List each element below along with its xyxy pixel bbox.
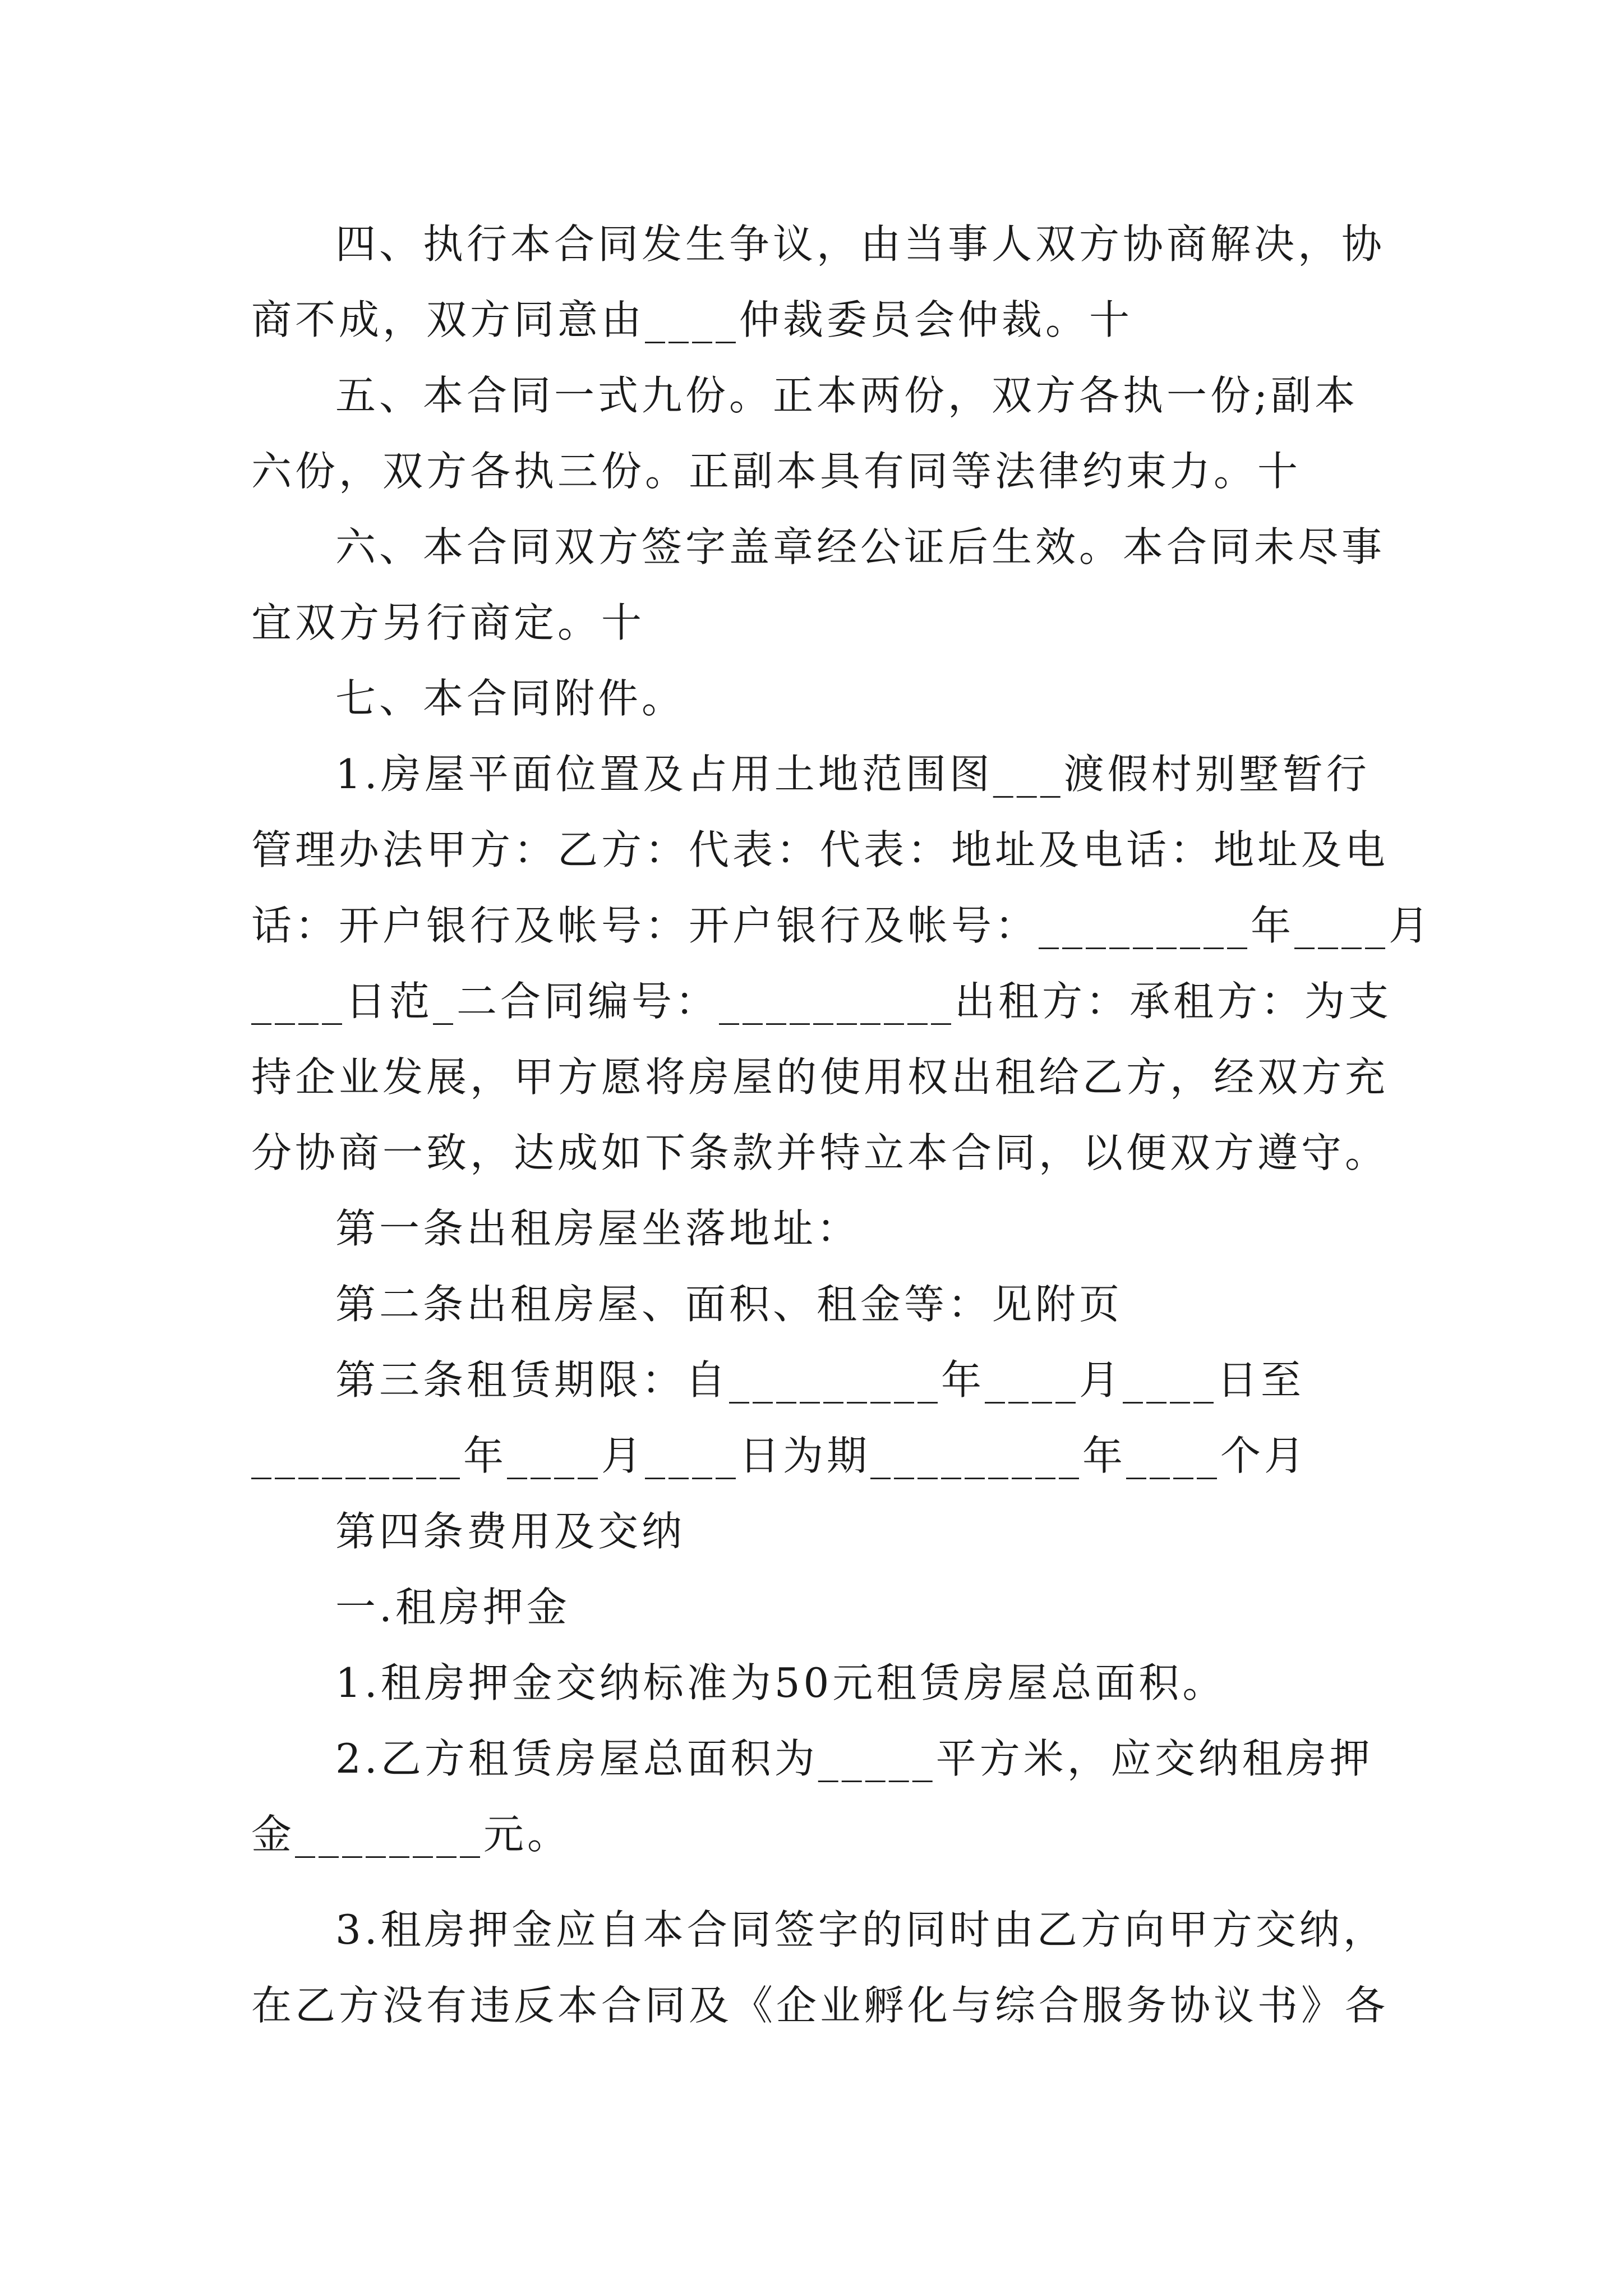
section-heading: 第二条出租房屋、面积、租金等：见附页 xyxy=(335,1281,1123,1328)
text-line: 四、执行本合同发生争议，由当事人双方协商解决，协 xyxy=(335,220,1386,268)
text-line: 3.租房押金应自本合同签字的同时由乙方向甲方交纳， xyxy=(335,1906,1387,1953)
text-line: 商不成，双方同意由____仲裁委员会仲裁。十 xyxy=(251,296,1133,343)
text-line: ____日范_二合同编号：__________出租方：承租方：为支 xyxy=(251,978,1393,1025)
text-line: 管理办法甲方：乙方：代表：代表：地址及电话：地址及电 xyxy=(251,826,1389,873)
text-line: 金________元。 xyxy=(251,1811,571,1858)
text-line: 1.房屋平面位置及占用土地范围图___渡假村别墅暂行 xyxy=(335,751,1370,798)
text-line: 话：开户银行及帐号：开户银行及帐号：_________年____月 xyxy=(251,902,1433,949)
text-line: 七、本合同附件。 xyxy=(335,675,686,722)
subsection-heading: 一.租房押金 xyxy=(335,1584,570,1631)
text-line: 1.租房押金交纳标准为50元租赁房屋总面积。 xyxy=(335,1659,1227,1706)
text-line: 五、本合同一式九份。正本两份，双方各执一份;副本 xyxy=(335,372,1359,419)
text-line: 在乙方没有违反本合同及《企业孵化与综合服务协议书》各 xyxy=(251,1982,1389,2029)
text-line: 持企业发展，甲方愿将房屋的使用权出租给乙方，经双方充 xyxy=(251,1053,1389,1101)
section-heading: 第三条租赁期限：自_________年____月____日至 xyxy=(335,1356,1305,1404)
text-line: _________年____月____日为期_________年____个月 xyxy=(251,1432,1308,1479)
section-heading: 第一条出租房屋坐落地址： xyxy=(335,1205,861,1252)
text-line: 宜双方另行商定。十 xyxy=(251,599,645,646)
text-line: 六份，双方各执三份。正副本具有同等法律约束力。十 xyxy=(251,448,1302,495)
section-heading: 第四条费用及交纳 xyxy=(335,1508,686,1555)
text-line: 分协商一致，达成如下条款并特立本合同，以便双方遵守。 xyxy=(251,1129,1389,1176)
text-line: 六、本合同双方签字盖章经公证后生效。本合同未尽事 xyxy=(335,523,1386,570)
text-line: 2.乙方租赁房屋总面积为_____平方米，应交纳租房押 xyxy=(335,1735,1373,1782)
